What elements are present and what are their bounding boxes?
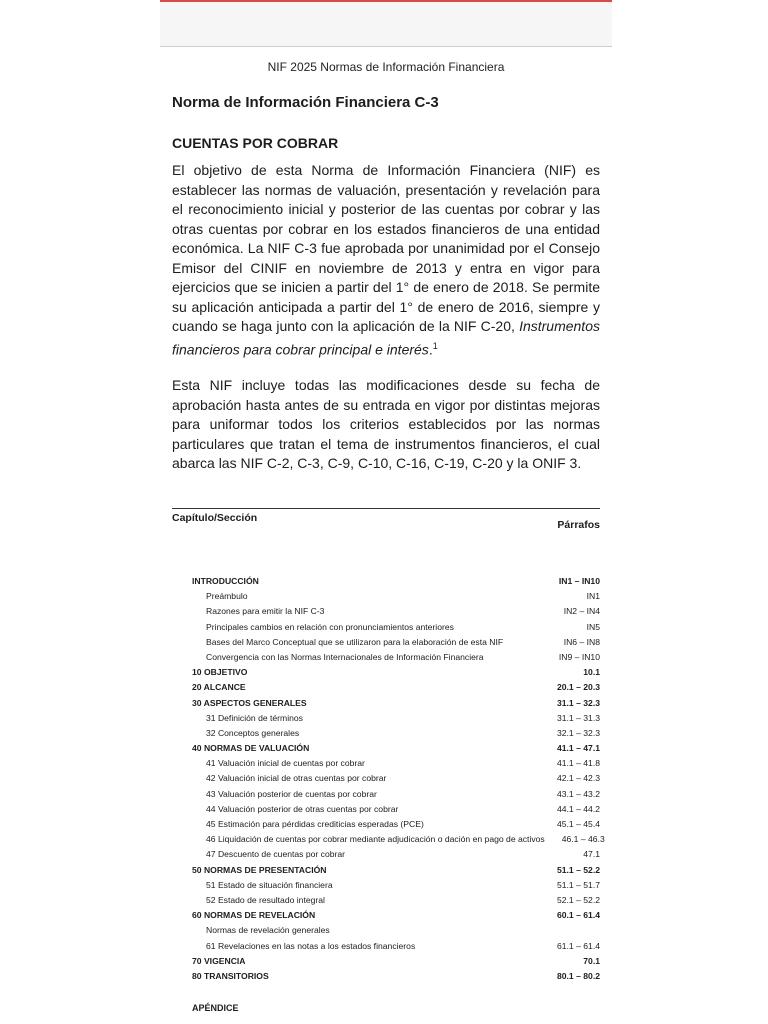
toc-row	[192, 817, 600, 832]
objective-period: .	[428, 341, 433, 358]
toc-row-label: 10 OBJETIVO	[192, 667, 248, 678]
toc-row-label: 51 Estado de situación financiera	[206, 879, 333, 890]
objective-text: El objetivo de esta Norma de Información Financiera (NIF) es establecer las normas de valuación, presentación y revelación para el reconocimiento inicial y posterior de las cuentas por cobrar y las otras cuentas por cobrar en los estados financieros de una entidad económica. La NIF C-3 fue aprobada por unanimidad por el Consejo Emisor del CINIF en noviembre de 2013 y entra en vigor para ejercicios que se inicien a partir del 1° de enero de 2018. Se permite su aplicación anticipada a partir del 1° de enero de 2016, siempre y cuando se haga junto con la aplicación de la NIF C-20,	[172, 162, 600, 334]
toc-row-label: 42 Valuación inicial de otras cuentas por cobrar	[206, 773, 387, 784]
toc-row-paragraphs: 31.1 – 32.3	[556, 697, 600, 708]
toc-row-label: 45 Estimación para pérdidas crediticias esperadas (PCE)	[206, 819, 424, 829]
toc-row	[192, 741, 600, 756]
toc-row-label: Bases del Marco Conceptual que se utilizaron para la elaboración de esta NIF	[206, 636, 504, 647]
top-banner-strip	[160, 0, 612, 47]
toc-row	[192, 847, 600, 862]
toc-row-paragraphs: 42.1 – 42.3	[556, 773, 600, 784]
toc-row	[192, 802, 600, 817]
toc-row-label: 31 Definición de términos	[206, 712, 303, 723]
toc-row-label: Preámbulo	[206, 591, 248, 602]
toc-row	[192, 604, 600, 619]
toc-row-label: 40 NORMAS DE VALUACIÓN	[192, 743, 310, 754]
toc-row-paragraphs: 20.1 – 20.3	[556, 682, 600, 693]
toc-row-paragraphs: 41.1 – 47.1	[556, 743, 600, 754]
toc-row-paragraphs: 47.1	[583, 849, 600, 860]
page-header: NIF 2025 Normas de Información Financiera	[267, 60, 505, 74]
toc-row-label: Normas de revelación generales	[206, 925, 330, 936]
toc-row	[192, 787, 600, 802]
toc-row-paragraphs: IN6 – IN8	[563, 636, 600, 647]
toc-row-label: 41 Valuación inicial de cuentas por cobrar	[206, 758, 365, 769]
scope-paragraph: Esta NIF incluye todas las modificaciones desde su fecha de aprobación hasta antes de su entrada en vigor por distintas mejoras para uniformar todos los criterios establecidos por las normas particulares que tratan el tema de instrumentos financieros, el cual abarca las NIF C-2, C-3, C-9, C-10, C-16, C-19, C-20 y la ONIF 3.	[172, 377, 600, 471]
toc-row	[192, 589, 600, 604]
toc-row-paragraphs: IN2 – IN4	[563, 606, 600, 617]
objective-paragraph	[172, 161, 600, 360]
toc-row-paragraphs: 31.1 – 31.3	[556, 712, 600, 723]
footnote-marker: 1	[432, 340, 438, 351]
toc-row	[192, 863, 600, 878]
toc-row	[192, 969, 600, 984]
toc-row-label: Principales cambios en relación con pronunciamientos anteriores	[206, 621, 454, 632]
toc-row-paragraphs: 43.1 – 43.2	[556, 788, 600, 799]
toc-row-label: INTRODUCCIÓN	[192, 576, 259, 586]
toc-row	[192, 908, 600, 923]
document-title: Norma de Información Financiera C-3	[172, 94, 439, 111]
toc-row-paragraphs	[540, 923, 600, 938]
toc-row	[192, 954, 600, 969]
toc-row-label: 20 ALCANCE	[192, 682, 246, 693]
toc-row-paragraphs: 80.1 – 80.2	[556, 970, 600, 981]
section-title: CUENTAS POR COBRAR	[172, 135, 339, 151]
toc-row	[192, 696, 600, 711]
toc-row	[192, 680, 600, 695]
toc-row	[192, 665, 600, 680]
toc-row	[192, 939, 600, 954]
toc-row-paragraphs: IN5	[586, 621, 600, 632]
toc-row	[192, 832, 605, 847]
toc-row	[192, 620, 600, 635]
toc-header-paragraphs: Párrafos	[557, 519, 600, 531]
toc-appendix: APÉNDICE	[192, 1003, 239, 1013]
toc-row-paragraphs: 44.1 – 44.2	[556, 803, 600, 814]
toc-row-label: 32 Conceptos generales	[206, 727, 300, 738]
toc-row-paragraphs: 52.1 – 52.2	[556, 894, 600, 905]
toc-row-label: 47 Descuento de cuentas por cobrar	[206, 849, 346, 860]
toc-row-label: 50 NORMAS DE PRESENTACIÓN	[192, 864, 327, 875]
toc-row-paragraphs: 32.1 – 32.3	[556, 727, 600, 738]
toc-row	[192, 650, 600, 665]
toc-row	[192, 756, 600, 771]
toc-row-paragraphs: 51.1 – 51.7	[556, 879, 600, 890]
toc-row-label: Convergencia con las Normas Internacionales de Información Financiera	[206, 651, 484, 662]
toc-row	[192, 878, 600, 893]
toc-row	[192, 893, 600, 908]
toc-row-label: 43 Valuación posterior de cuentas por cobrar	[206, 788, 377, 799]
toc-row-paragraphs: 10.1	[583, 667, 600, 678]
toc-row	[192, 923, 600, 938]
toc-row-label: 80 TRANSITORIOS	[192, 970, 269, 981]
toc-row-label: 46 Liquidación de cuentas por cobrar mediante adjudicación o dación en pago de activos	[206, 834, 545, 845]
toc-row-label: 30 ASPECTOS GENERALES	[192, 697, 307, 708]
toc-row	[192, 635, 600, 650]
toc-row	[192, 711, 600, 726]
toc-divider	[172, 508, 600, 509]
toc-row-label: Razones para emitir la NIF C-3	[206, 606, 325, 617]
toc-row	[192, 726, 600, 741]
toc-row-label: 60 NORMAS DE REVELACIÓN	[192, 910, 316, 921]
toc-row-paragraphs: 45.1 – 45.4	[556, 819, 600, 829]
toc-header-chapter: Capítulo/Sección	[172, 512, 258, 524]
objective-italic-title: Instrumentos financieros para cobrar principal e interés	[172, 318, 600, 358]
toc-row	[192, 574, 600, 589]
toc-row-paragraphs: IN1	[586, 591, 600, 602]
toc-row-paragraphs: 61.1 – 61.4	[556, 940, 600, 951]
toc-row-paragraphs: IN9 – IN10	[558, 651, 600, 662]
toc-row	[192, 771, 600, 786]
table-of-contents	[192, 574, 605, 984]
toc-row-label: 70 VIGENCIA	[192, 955, 246, 966]
toc-row-label: 44 Valuación posterior de otras cuentas por cobrar	[206, 803, 399, 814]
toc-row-paragraphs: 51.1 – 52.2	[556, 864, 600, 875]
toc-row-label: 52 Estado de resultado integral	[206, 894, 325, 905]
toc-row-paragraphs: 70.1	[583, 955, 600, 966]
toc-row-paragraphs: IN1 – IN10	[558, 576, 600, 586]
toc-row-paragraphs: 46.1 – 46.3	[561, 834, 605, 845]
toc-row-label: 61 Revelaciones en las notas a los estados financieros	[206, 940, 416, 951]
toc-row-paragraphs: 60.1 – 61.4	[556, 910, 600, 921]
toc-row-paragraphs: 41.1 – 41.8	[556, 758, 600, 769]
